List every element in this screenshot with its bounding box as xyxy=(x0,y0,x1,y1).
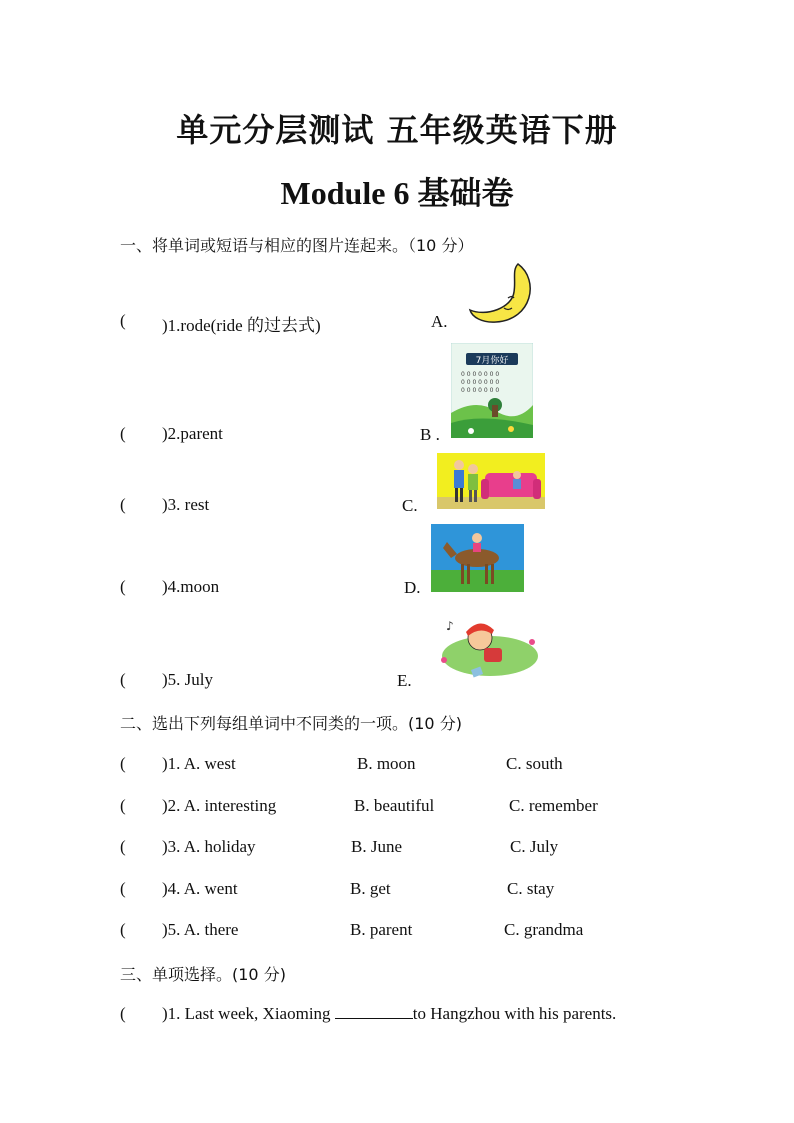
s1-q1-text: )1.rode(ride 的过去式) xyxy=(162,316,321,335)
section3-heading: 三、单项选择。(10 分) xyxy=(120,965,286,984)
s1-q2-paren[interactable]: ( xyxy=(120,424,126,443)
s2-q3-option-b: B. June xyxy=(351,837,402,856)
s2-q1-paren[interactable]: ( xyxy=(120,754,126,773)
s2-q5-option-b: B. parent xyxy=(350,920,413,939)
s3-q1-paren[interactable]: ( xyxy=(120,1004,126,1023)
s1-q4-text: )4.moon xyxy=(162,577,220,596)
svg-text:♪: ♪ xyxy=(446,619,454,633)
s2-q3-paren[interactable]: ( xyxy=(120,837,126,856)
page-subtitle xyxy=(0,168,794,214)
s1-q5-paren[interactable]: ( xyxy=(120,670,126,689)
s1-q2-text: )2.parent xyxy=(162,424,223,443)
s2-q5-paren[interactable]: ( xyxy=(120,920,126,939)
s1-option-e: E. xyxy=(397,671,412,690)
s2-q3-option-c: C. July xyxy=(510,837,559,856)
s2-q4-option-a: )4. A. went xyxy=(162,879,238,898)
s2-q2-option-a: )2. A. interesting xyxy=(162,796,277,815)
s2-q2-option-b: B. beautiful xyxy=(354,796,435,815)
s1-q1-paren[interactable]: ( xyxy=(120,311,126,330)
subtitle-level: 基础卷 xyxy=(417,174,514,212)
s3-q1-answer-blank[interactable] xyxy=(335,1004,413,1019)
s2-q1-option-c: C. south xyxy=(506,754,563,773)
horse-picture xyxy=(431,524,524,592)
s2-q4-paren[interactable]: ( xyxy=(120,879,126,898)
s2-q2-option-c: C. remember xyxy=(509,796,598,815)
s3-q1-text-before: )1. Last week, Xiaoming xyxy=(162,1004,331,1023)
s2-q4-option-b: B. get xyxy=(350,879,391,898)
s2-q5-option-c: C. grandma xyxy=(504,920,584,939)
moon-picture xyxy=(468,262,534,326)
s1-q3-text: )3. rest xyxy=(162,495,210,514)
s1-q4-paren[interactable]: ( xyxy=(120,577,126,596)
s2-q5-option-a: )5. A. there xyxy=(162,920,239,939)
calendar-caption: 7月你好 xyxy=(475,356,509,366)
calendar-picture xyxy=(451,343,533,438)
svg-text:0 0 0 0 0 0 0: 0 0 0 0 0 0 0 xyxy=(461,371,500,378)
page-title: 单元分层测试 五年级英语下册 xyxy=(176,111,618,149)
s1-q3-paren[interactable]: ( xyxy=(120,495,126,514)
s1-option-a: A. xyxy=(431,312,448,331)
svg-text:0 0 0 0 0 0 0: 0 0 0 0 0 0 0 xyxy=(461,379,500,386)
resting-child-picture xyxy=(432,612,542,684)
s2-q3-option-a: )3. A. holiday xyxy=(162,837,256,856)
s2-q2-paren[interactable]: ( xyxy=(120,796,126,815)
s3-q1-text-after: to Hangzhou with his parents. xyxy=(412,1004,617,1023)
s2-q4-option-c: C. stay xyxy=(507,879,555,898)
section1-heading: 一、将单词或短语与相应的图片连起来。（10 分） xyxy=(120,236,474,255)
s2-q1-option-a: )1. A. west xyxy=(162,754,236,773)
s1-option-d: D. xyxy=(404,578,421,597)
section2-heading: 二、选出下列每组单词中不同类的一项。(10 分) xyxy=(120,714,462,733)
s1-option-b: B . xyxy=(420,425,440,444)
family-picture xyxy=(437,453,545,509)
s1-option-c: C. xyxy=(402,496,418,515)
s3-q1-question xyxy=(162,1004,616,1024)
svg-text:0 0 0 0 0 0 0: 0 0 0 0 0 0 0 xyxy=(461,387,500,394)
s1-q5-text: )5. July xyxy=(162,670,213,689)
s2-q1-option-b: B. moon xyxy=(357,754,416,773)
subtitle-module: Module 6 xyxy=(280,175,410,211)
